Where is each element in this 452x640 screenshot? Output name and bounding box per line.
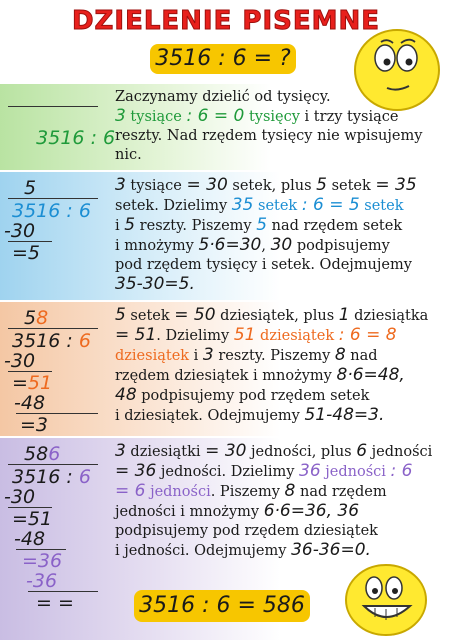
poster-title: DZIELENIE PISEMNE	[71, 6, 381, 36]
step-3-text: 5 setek = 50 dziesiątek, plus 1 dziesiątka = 51. Dzielimy 51 dziesiątek : 6 = 8 dziesiątek i 3 reszty. Piszemy 8 nad rzędem dziesiątek i mnożymy 8·6=48, 48 podpisujemy pod rzędem setek i dziesiątek. Odejmujemy 51-48=3.	[115, 305, 429, 425]
question-pill: 3516 : 6 = ?	[150, 44, 296, 74]
step-4-remainder-1: =51	[12, 508, 53, 530]
step-3-quotient: 58	[24, 307, 49, 329]
step-2-subtract: -30	[4, 220, 36, 242]
step-1-line-3: reszty. Nad rzędem tysięcy nie wpisujemy	[115, 128, 423, 144]
step-3-subtract-2: -48	[14, 392, 46, 414]
step-1-colon: :	[90, 127, 97, 149]
step-1-bar	[8, 106, 98, 107]
step-2-remainder: =5	[12, 242, 41, 264]
step-2-bar	[8, 198, 98, 199]
step-4-bar	[8, 464, 98, 465]
step-4-text: 3 dziesiątki = 30 jedności, plus 6 jedności = 36 jedności. Dzielimy 36 jedności : 6 = 6 jedności. Piszemy 8 nad rzędem jedności i mnożymy 6·6=36, 36 podpisujemy pod rzędem dziesiątek i jedności. Odejmujemy 36-36=0.	[115, 441, 433, 560]
step-1-divisor: 6	[103, 127, 116, 149]
answer-pill: 3516 : 6 = 586	[134, 590, 310, 622]
step-3-subtract-1: -30	[4, 350, 36, 372]
step-1-line-1: Zaczynamy dzielić od tysięcy.	[115, 89, 331, 105]
step-2-text: 3 tysiące = 30 setek, plus 5 setek = 35 setek. Dzielimy 35 setek : 6 = 5 setek i 5 reszty. Piszemy 5 nad rzędem setek i mnożymy 5·6=30, 30 podpisujemy pod rzędem tysięcy i setek. Odejmujemy 35-30=5.	[115, 175, 417, 294]
step-1-dividend: 3516	[36, 127, 85, 149]
step-3-bar	[8, 328, 98, 329]
step-4-quotient: 586	[24, 443, 61, 465]
step-4-subtract-1: -30	[4, 486, 36, 508]
smiling-lemon-icon	[340, 558, 432, 638]
step-1-line-4: nic.	[115, 147, 142, 163]
step-1-text	[115, 88, 445, 165]
step-4-subtract-3: -36	[26, 570, 58, 592]
step-1-line-2: 3 tysiące : 6 = 0 tysięcy i trzy tysiące	[115, 106, 399, 126]
step-4-remainder-3: = =	[36, 592, 74, 614]
step-3-dividend: 3516 : 6	[12, 330, 91, 352]
step-4-dividend: 3516 : 6	[12, 466, 91, 488]
step-4-subtract-2: -48	[14, 528, 46, 550]
step-3-remainder-1: =51	[12, 372, 53, 394]
step-4-remainder-2: =36	[22, 550, 63, 572]
step-2-quotient: 5	[24, 177, 37, 199]
step-1-column	[12, 108, 115, 168]
step-2-dividend: 3516 : 6	[12, 200, 91, 222]
step-3-remainder-2: =3	[20, 414, 49, 436]
